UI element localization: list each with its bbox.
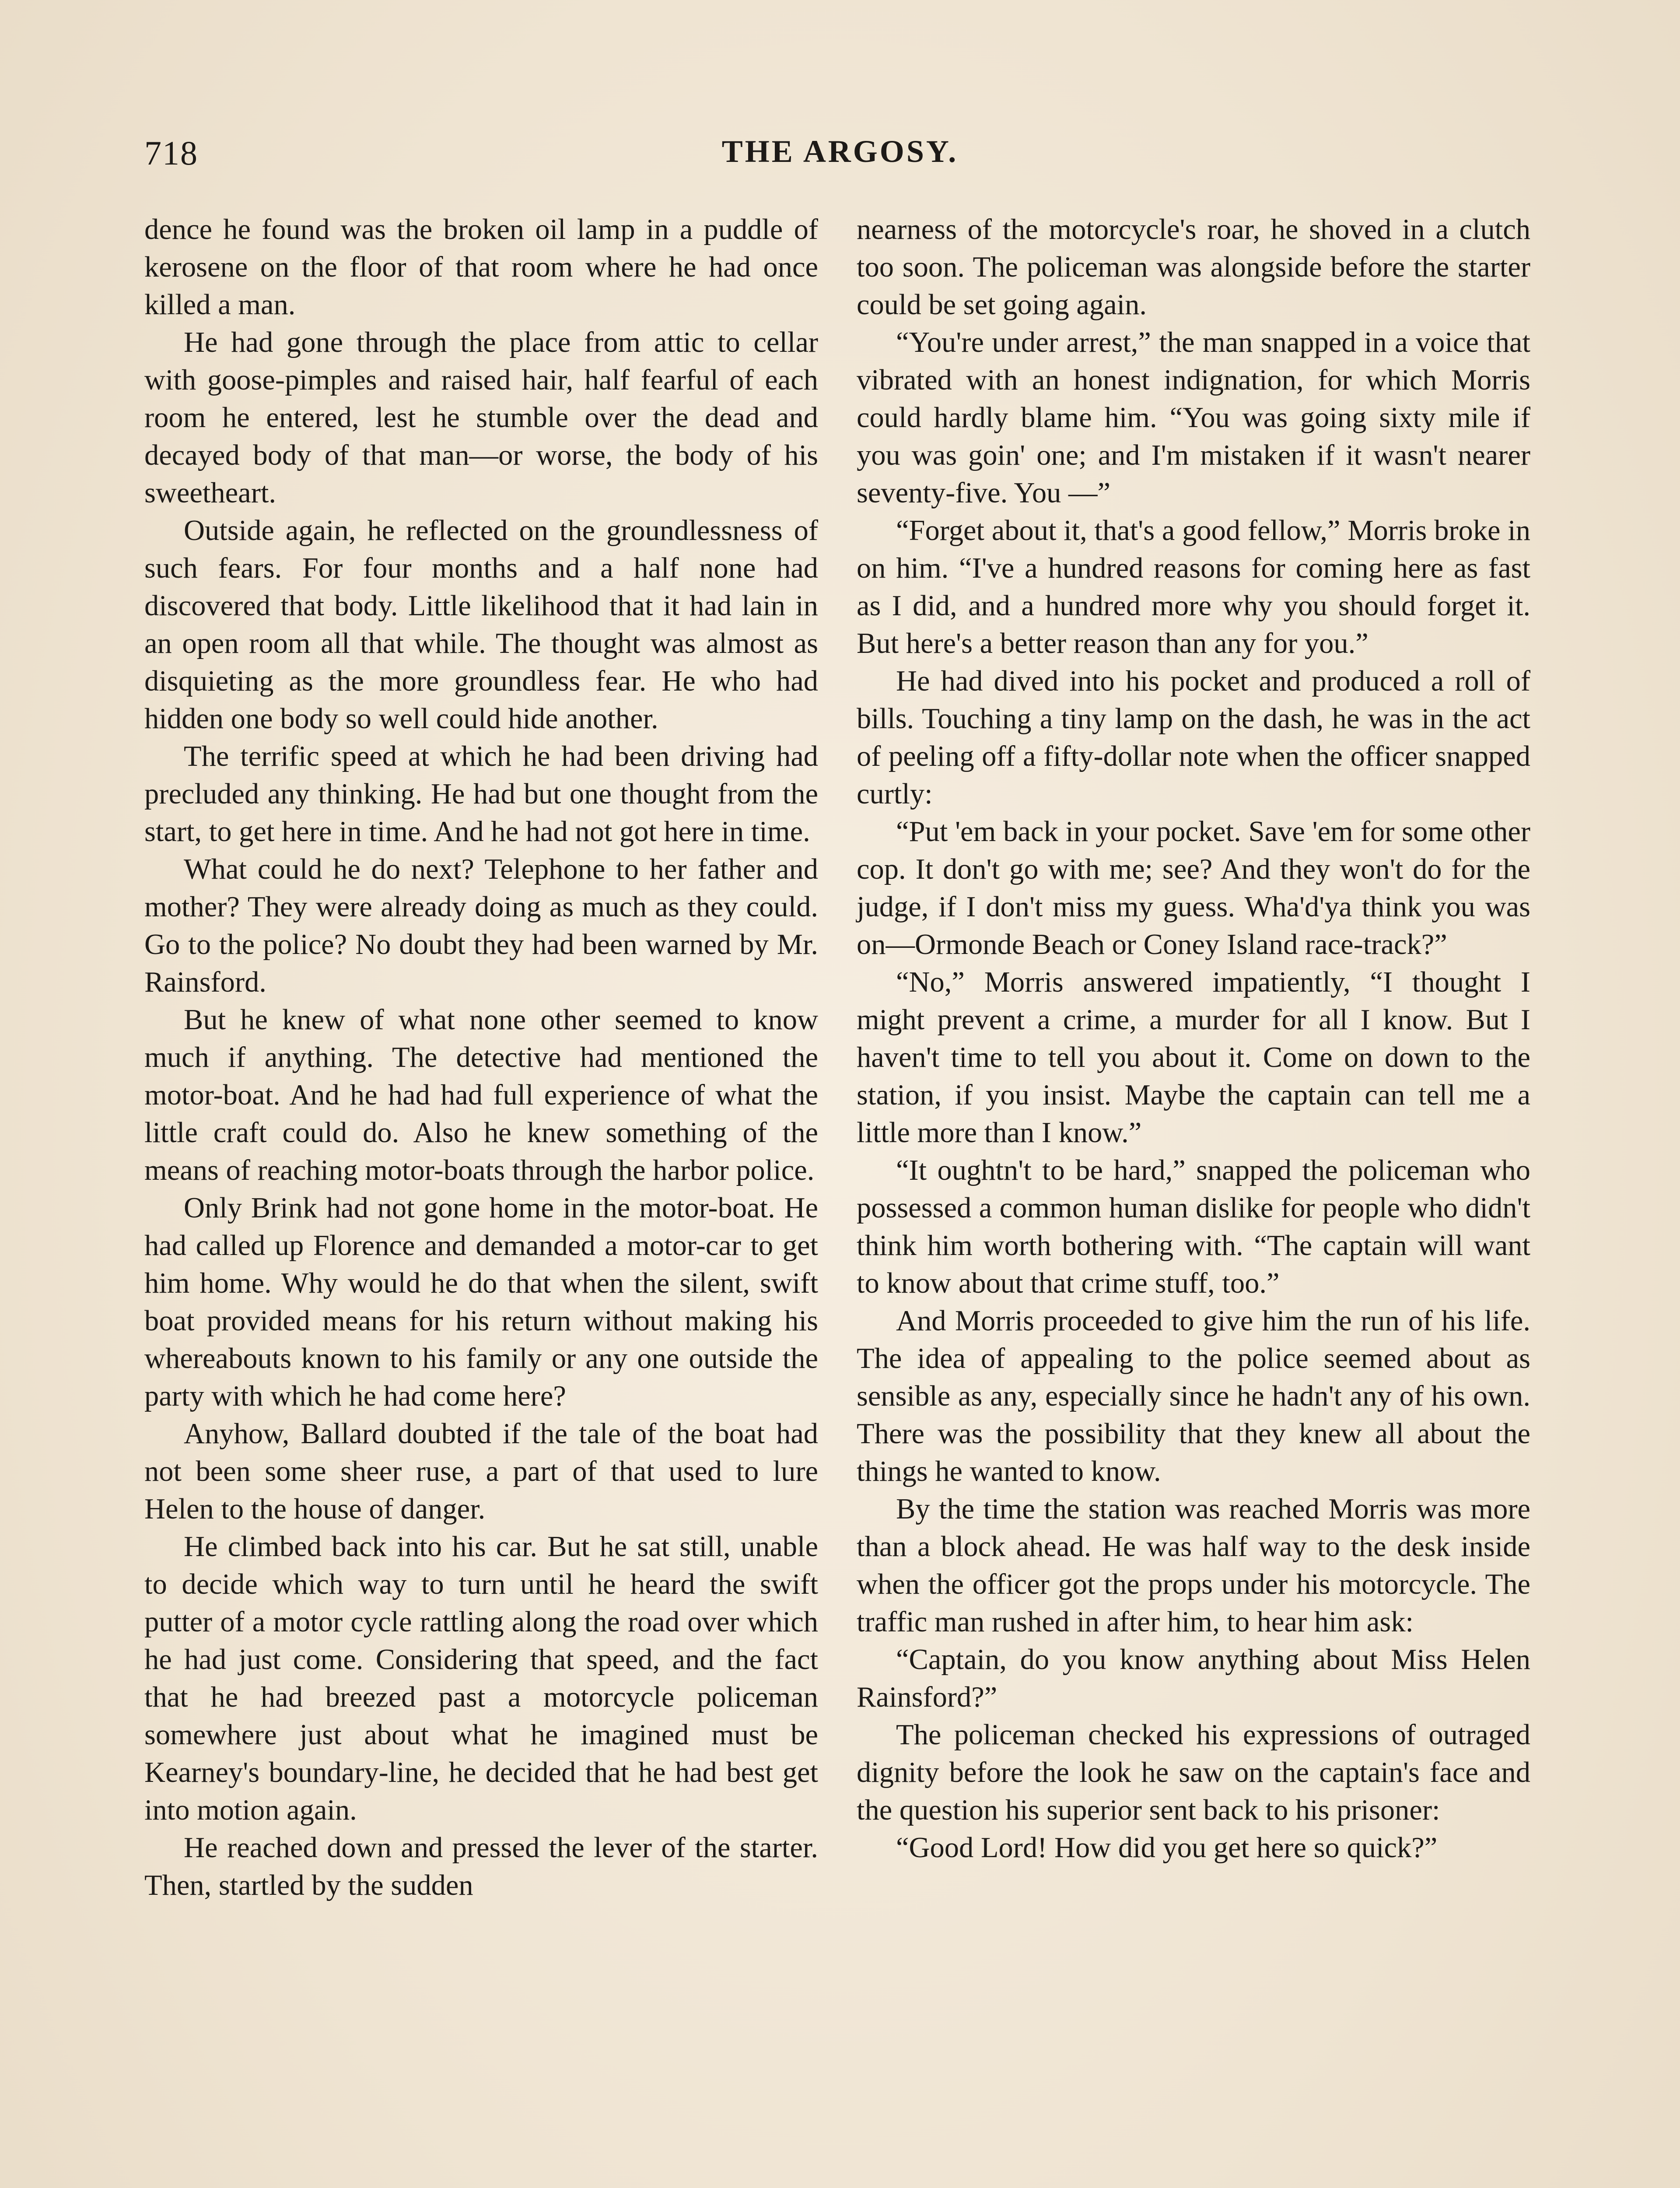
- paragraph: “Put 'em back in your pocket. Save 'em for some other cop. It don't go with me; see? And they won't do for the judge, if I don't miss my guess. Wha'd'ya think you was on—Ormonde Beach or Coney Island race-track?”: [857, 816, 1530, 961]
- right-column: [857, 211, 1530, 1867]
- paragraph: dence he found was the broken oil lamp in a puddle of kerosene on the floor of that room where he had once killed a man.: [144, 214, 818, 321]
- paragraph: He had gone through the place from attic to cellar with goose-pimples and raised hair, half fearful of each room he entered, lest he stumble over the dead and decayed body of that man—or worse, the body of his sweetheart.: [144, 326, 818, 509]
- paragraph: Outside again, he reflected on the groundlessness of such fears. For four months and a half none had discovered that body. Little likelihood that it had lain in an open room all that while. The thought was almost as disquieting as the more groundless fear. He who had hidden one body so well could hide another.: [144, 515, 818, 735]
- paragraph: And Morris proceeded to give him the run of his life. The idea of appealing to the police seemed about as sensible as any, especially since he hadn't any of his own. There was the possibility that they knew all about the things he wanted to know.: [857, 1305, 1530, 1487]
- paragraph: “Good Lord! How did you get here so quick?”: [896, 1832, 1438, 1864]
- paragraph: But he knew of what none other seemed to know much if anything. The detective had mentioned the motor-boat. And he had had full experience of what the little craft could do. Also he knew something of the means of reaching motor-boats through the harbor police.: [144, 1004, 818, 1186]
- paragraph: “Forget about it, that's a good fellow,” Morris broke in on him. “I've a hundred reasons for coming here as fast as I did, and a hundred more why you should forget it. But here's a better reason than any for you.”: [857, 515, 1530, 659]
- paragraph: Anyhow, Ballard doubted if the tale of the boat had not been some sheer ruse, a part of that used to lure Helen to the house of danger.: [144, 1418, 818, 1525]
- paragraph: “You're under arrest,” the man snapped in a voice that vibrated with an honest indignation, for which Morris could hardly blame him. “You was going sixty mile if you was goin' one; and I'm mistaken if it wasn't nearer seventy-five. You —”: [857, 326, 1530, 509]
- paragraph: By the time the station was reached Morris was more than a block ahead. He was half way to the desk inside when the officer got the props under his motorcycle. The traffic man rushed in after him, to hear him ask:: [857, 1493, 1530, 1638]
- page-header: [144, 133, 1536, 182]
- paragraph: “No,” Morris answered impatiently, “I thought I might prevent a crime, a murder for all I know. But I haven't time to tell you about it. Come on down to the station, if you insist. Maybe the captain can tell me a little more than I know.”: [857, 966, 1530, 1149]
- paragraph: nearness of the motorcycle's roar, he shoved in a clutch too soon. The policeman was alongside before the starter could be set going again.: [857, 214, 1530, 321]
- paragraph: The policeman checked his expressions of outraged dignity before the look he saw on the captain's face and the question his superior sent back to his prisoner:: [857, 1719, 1530, 1826]
- left-column: [144, 211, 818, 1904]
- paragraph: “Captain, do you know anything about Miss Helen Rainsford?”: [857, 1644, 1530, 1713]
- paragraph: He reached down and pressed the lever of the starter. Then, startled by the sudden: [144, 1832, 818, 1901]
- paragraph: “It oughtn't to be hard,” snapped the policeman who possessed a common human dislike for people who didn't think him worth bothering with. “The captain will want to know about that crime stuff, too.”: [857, 1154, 1530, 1299]
- running-title: THE ARGOSY.: [721, 134, 959, 169]
- paragraph: The terrific speed at which he had been driving had precluded any thinking. He had but one thought from the start, to get here in time. And he had not got here in time.: [144, 740, 818, 848]
- paragraph: What could he do next? Telephone to her father and mother? They were already doing as much as they could. Go to the police? No doubt they had been warned by Mr. Rainsford.: [144, 853, 818, 998]
- paragraph: Only Brink had not gone home in the motor-boat. He had called up Florence and demanded a motor-car to get him home. Why would he do that when the silent, swift boat provided means for his return without making his whereabouts known to his family or any one outside the party with which he had come here?: [144, 1192, 818, 1412]
- paragraph: He climbed back into his car. But he sat still, unable to decide which way to turn until he heard the swift putter of a motor cycle rattling along the road over which he had just come. Considering that speed, and the fact that he had breezed past a motorcycle policeman somewhere just about what he imagined must be Kearney's boundary-line, he decided that he had best get into motion again.: [144, 1531, 818, 1826]
- paragraph: He had dived into his pocket and produced a roll of bills. Touching a tiny lamp on the dash, he was in the act of peeling off a fifty-dollar note when the officer snapped curtly:: [857, 665, 1530, 810]
- page-number: 718: [144, 134, 198, 172]
